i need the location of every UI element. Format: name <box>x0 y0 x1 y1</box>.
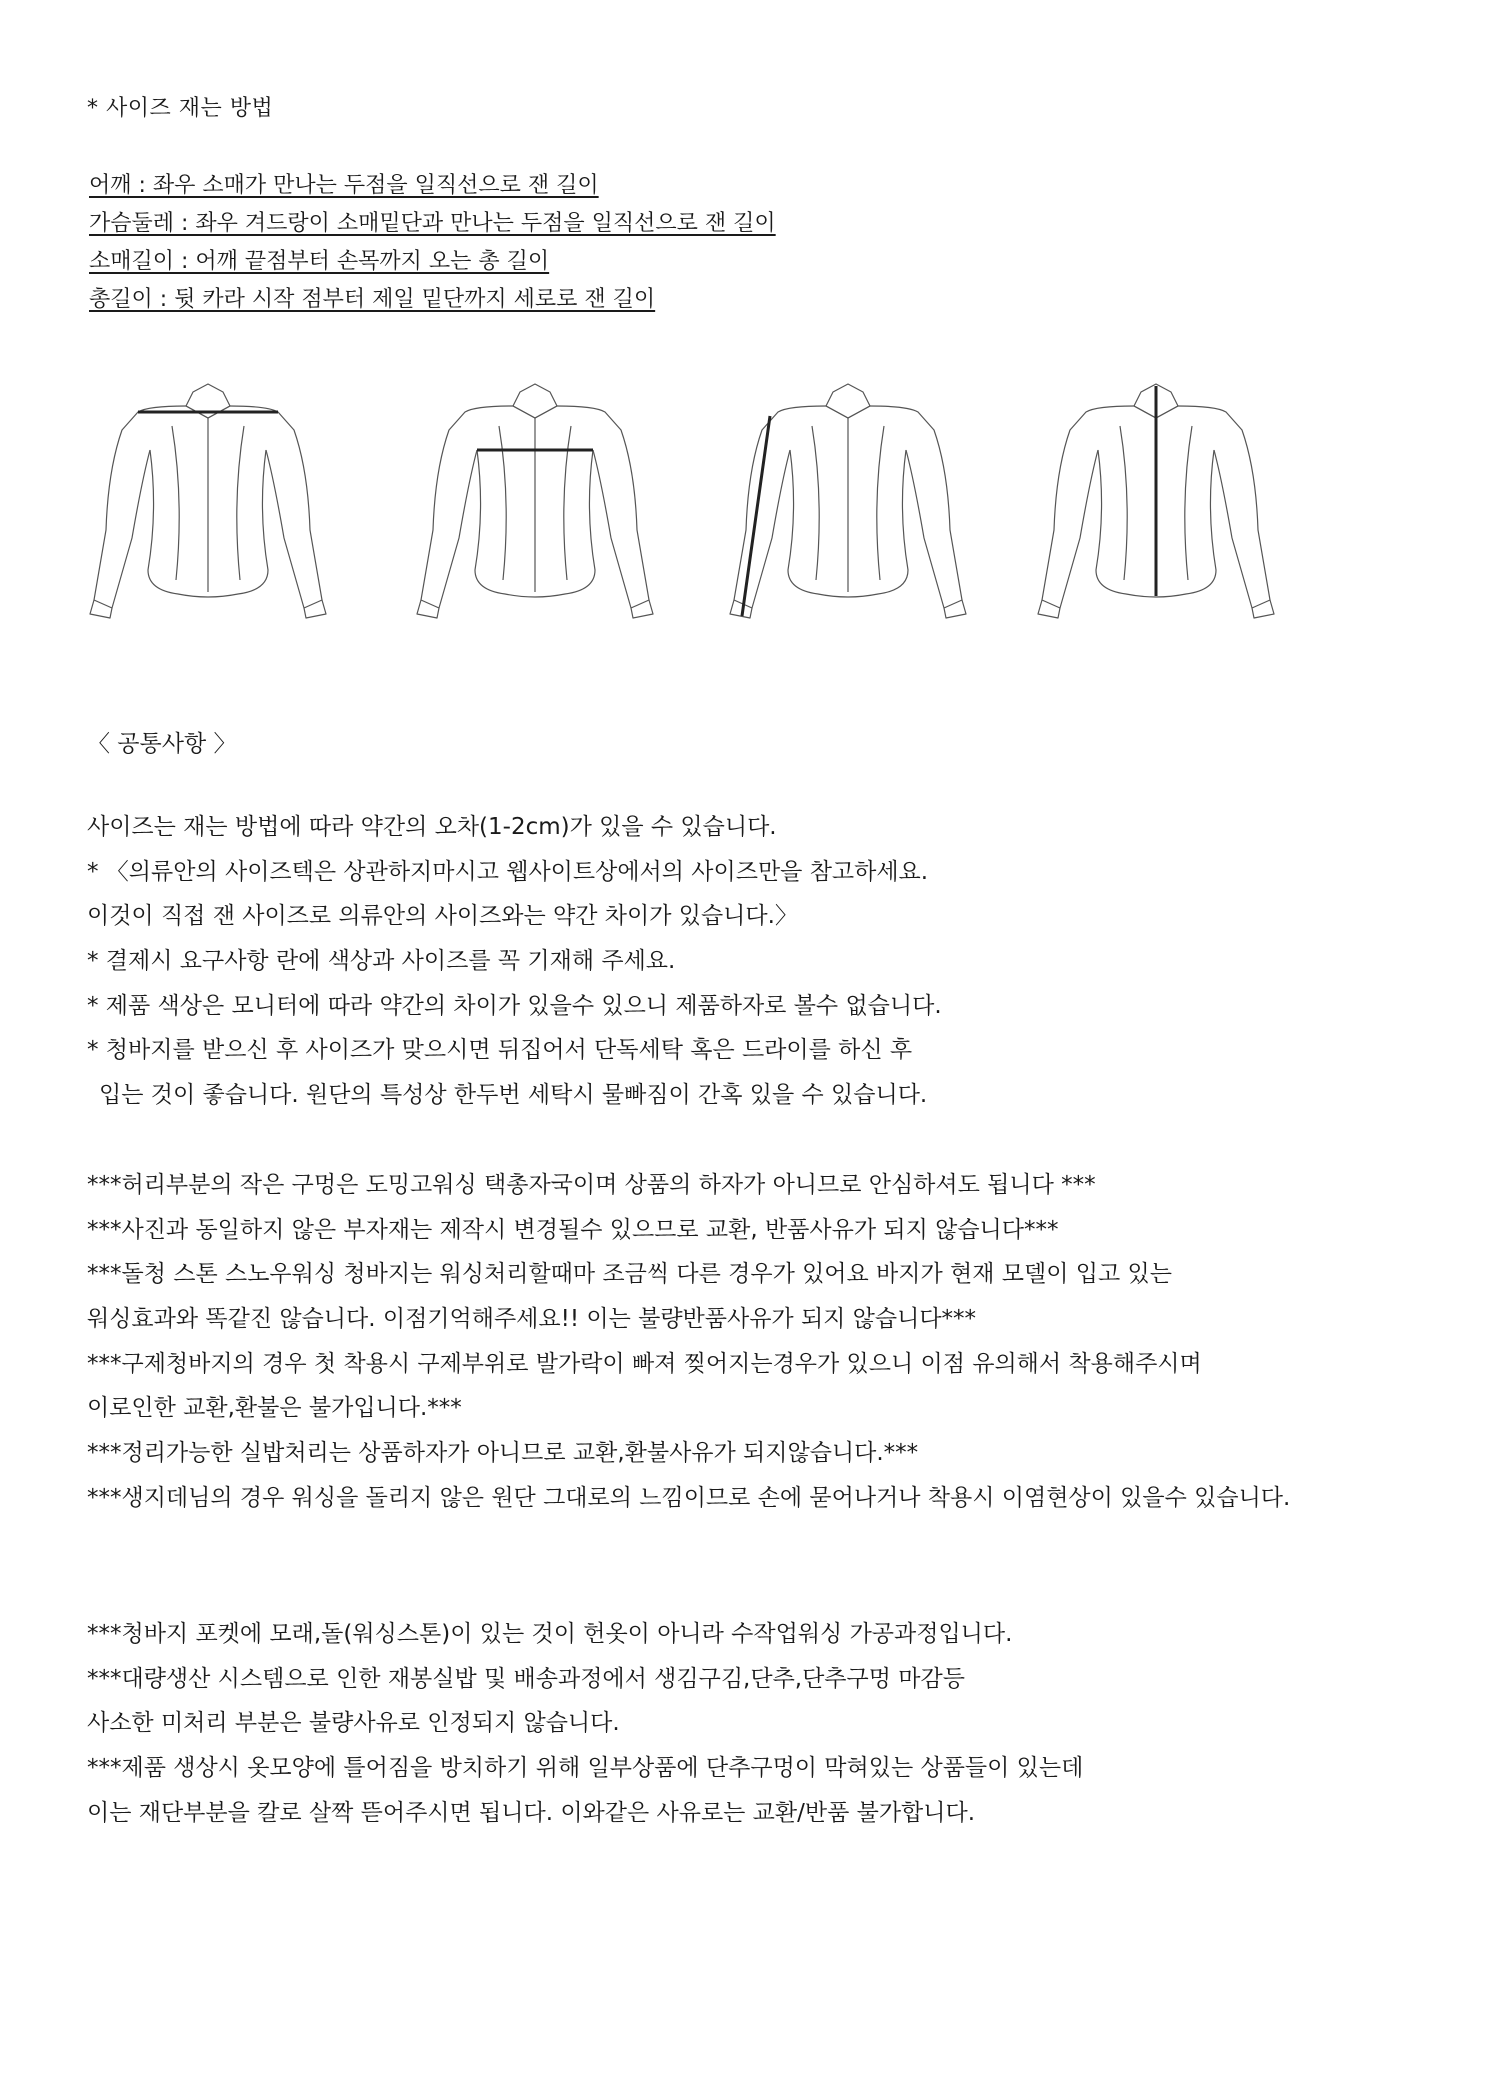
shirt-shoulder-measure-icon <box>88 370 328 630</box>
shirt-chest-measure-icon <box>415 370 655 630</box>
note-line: * 제품 색상은 모니터에 따라 약간의 차이가 있을수 있으니 제품하자로 볼수 없습니다. <box>87 992 942 1019</box>
note-line: 워싱효과와 똑같진 않습니다. 이점기억해주세요!! 이는 불량반품사유가 되지 않습니다*** <box>87 1306 977 1333</box>
note-line: 사이즈는 재는 방법에 따라 약간의 오차(1-2cm)가 있을 수 있습니다. <box>87 814 777 840</box>
shirt-sleeve-measure-icon <box>728 370 968 630</box>
note-line: 이것이 직접 잰 사이즈로 의류안의 사이즈와는 약간 차이가 있습니다.〉 <box>87 903 798 930</box>
note-line: ***사진과 동일하지 않은 부자재는 제작시 변경될수 있으므로 교환, 반품사유가 되지 않습니다*** <box>87 1216 1059 1243</box>
note-line: ***구제청바지의 경우 첫 착용시 구제부위로 발가락이 빠져 찢어지는경우가 있으니 이점 유의해서 착용해주시며 <box>87 1350 1202 1377</box>
definition-length: 총길이 : 뒷 카라 시작 점부터 제일 밑단까지 세로로 잰 길이 <box>89 287 656 312</box>
shirt-length-measure-icon <box>1036 370 1276 630</box>
production-notes <box>87 1612 1083 1835</box>
note-line: ***생지데님의 경우 워싱을 돌리지 않은 원단 그대로의 느낌이므로 손에 묻어나거나 착용시 이염현상이 있을수 있습니다. <box>87 1484 1291 1511</box>
note-line: 입는 것이 좋습니다. 원단의 특성상 한두번 세탁시 물빠짐이 간혹 있을 수 있습니다. <box>99 1082 928 1109</box>
definition-sleeve: 소매길이 : 어깨 끝점부터 손목까지 오는 총 길이 <box>89 249 550 274</box>
general-notes <box>87 805 942 1118</box>
washing-notes <box>87 1163 1290 1521</box>
note-line: 이로인한 교환,환불은 불가입니다.*** <box>87 1395 462 1422</box>
note-line: 이는 재단부분을 칼로 살짝 뜯어주시면 됩니다. 이와같은 사유로는 교환/반품 불가합니다. <box>87 1799 976 1826</box>
definition-shoulder: 어깨 : 좌우 소매가 만나는 두점을 일직선으로 잰 길이 <box>89 173 599 198</box>
note-line: * 〈의류안의 사이즈텍은 상관하지마시고 웹사이트상에서의 사이즈만을 참고하세요. <box>87 858 929 885</box>
note-line: ***돌청 스톤 스노우워싱 청바지는 워싱처리할때마 조금씩 다른 경우가 있어요 바지가 현재 모델이 입고 있는 <box>87 1261 1172 1288</box>
note-line: ***정리가능한 실밥처리는 상품하자가 아니므로 교환,환불사유가 되지않습니다.*** <box>87 1440 919 1467</box>
measure-definitions <box>89 167 776 319</box>
measurement-figures <box>88 370 1348 630</box>
note-line: * 청바지를 받으신 후 사이즈가 맞으시면 뒤집어서 단독세탁 혹은 드라이를 하신 후 <box>87 1037 913 1064</box>
common-notes-title: 〈 공통사항 〉 <box>87 731 237 757</box>
note-line: * 결제시 요구사항 란에 색상과 사이즈를 꼭 기재해 주세요. <box>87 948 676 975</box>
note-line: ***대량생산 시스템으로 인한 재봉실밥 및 배송과정에서 생김구김,단추,단추구멍 마감등 <box>87 1665 965 1692</box>
note-line: ***청바지 포켓에 모래,돌(워싱스톤)이 있는 것이 헌옷이 아니라 수작업워싱 가공과정입니다. <box>87 1621 1013 1647</box>
definition-chest: 가슴둘레 : 좌우 겨드랑이 소매밑단과 만나는 두점을 일직선으로 잰 길이 <box>89 211 776 236</box>
measure-heading: * 사이즈 재는 방법 <box>87 96 274 121</box>
note-line: ***제품 생상시 옷모양에 틀어짐을 방치하기 위해 일부상품에 단추구멍이 막혀있는 상품들이 있는데 <box>87 1755 1084 1782</box>
note-line: 사소한 미처리 부분은 불량사유로 인정되지 않습니다. <box>87 1710 620 1737</box>
note-line: ***허리부분의 작은 구멍은 도밍고워싱 택총자국이며 상품의 하자가 아니므로 안심하셔도 됩니다 *** <box>87 1172 1096 1198</box>
